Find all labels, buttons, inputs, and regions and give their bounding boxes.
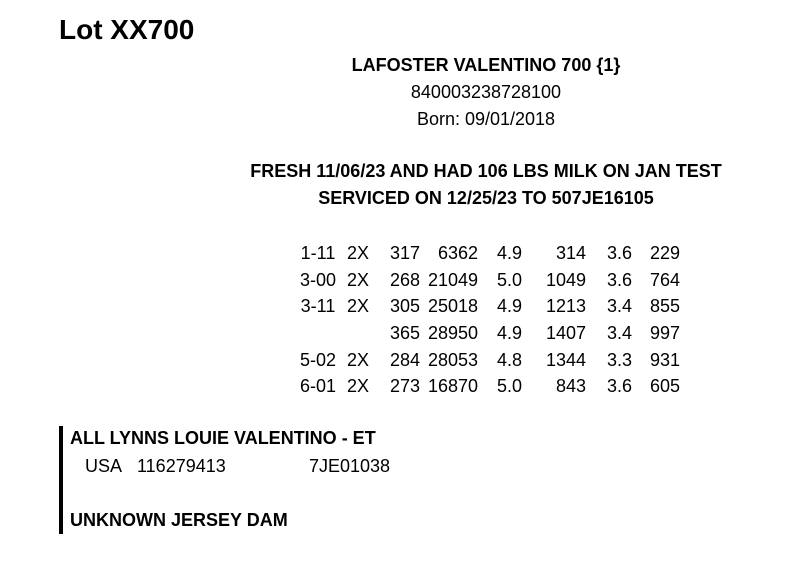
record-pro-pct: 3.4 [606, 296, 632, 317]
record-days: 268 [389, 269, 420, 290]
record-age: 5-02 [299, 349, 337, 370]
service-note: SERVICED ON 12/25/23 TO 507JE16105 [318, 188, 654, 208]
record-days: 305 [389, 296, 420, 317]
animal-header [226, 52, 746, 133]
record-milkings: 2X [346, 376, 370, 397]
animal-birth-date: Born: 09/01/2018 [416, 109, 556, 129]
record-fat-pct: 5.0 [496, 376, 522, 397]
record-milk-lbs: 28053 [427, 349, 478, 370]
record-fat-lbs: 1049 [545, 269, 586, 290]
record-milkings: 2X [346, 269, 370, 290]
record-milk-lbs: 6362 [437, 243, 478, 263]
record-age: 1-11 [300, 243, 336, 263]
record-fat-pct: 5.0 [496, 269, 522, 290]
lot-title: Lot XX700 [59, 14, 195, 45]
record-pro-lbs: 229 [649, 243, 680, 263]
record-fat-pct: 4.9 [496, 323, 522, 344]
record-fat-pct: 4.9 [496, 243, 522, 263]
record-fat-pct: 4.8 [496, 349, 522, 370]
record-days: 273 [389, 376, 420, 397]
record-milkings: 2X [346, 243, 370, 263]
sire-name: ALL LYNNS LOUIE VALENTINO - ET [70, 428, 376, 448]
record-pro-pct: 3.3 [606, 349, 632, 370]
sire-country: USA [85, 456, 123, 476]
record-pro-lbs: 605 [649, 376, 680, 397]
dam-name: UNKNOWN JERSEY DAM [70, 510, 288, 530]
pedigree-block [59, 426, 463, 534]
record-pro-pct: 3.6 [606, 243, 632, 263]
sire-naab-code: 7JE01038 [309, 456, 391, 476]
record-fat-lbs: 314 [555, 243, 586, 263]
record-age: 3-00 [299, 269, 337, 290]
record-fat-lbs: 843 [555, 376, 586, 397]
record-pro-pct: 3.6 [606, 269, 632, 290]
sale-notes [226, 158, 746, 212]
animal-registration-number: 840003238728100 [410, 82, 562, 102]
record-pro-pct: 3.6 [606, 376, 632, 397]
fresh-note: FRESH 11/06/23 AND HAD 106 LBS MILK ON JAN TEST [250, 161, 722, 181]
record-pro-lbs: 764 [649, 269, 680, 290]
record-milk-lbs: 28950 [427, 323, 478, 344]
record-days: 365 [389, 323, 420, 344]
record-pro-pct: 3.4 [606, 323, 632, 344]
animal-name: LAFOSTER VALENTINO 700 {1} [351, 55, 621, 75]
record-milkings: 2X [346, 349, 370, 370]
record-fat-lbs: 1344 [545, 349, 586, 370]
record-milkings: 2X [346, 296, 370, 317]
record-milk-lbs: 25018 [427, 296, 478, 317]
record-fat-pct: 4.9 [496, 296, 522, 317]
sire-registration-number: 116279413 [137, 456, 226, 476]
record-pro-lbs: 855 [649, 296, 680, 317]
record-fat-lbs: 1213 [545, 296, 586, 317]
record-age: 6-01 [299, 376, 337, 397]
record-milk-lbs: 16870 [427, 376, 478, 397]
record-days: 317 [389, 243, 420, 263]
record-fat-lbs: 1407 [545, 323, 586, 344]
record-days: 284 [389, 349, 420, 370]
record-milk-lbs: 21049 [427, 269, 478, 290]
record-age: 3-11 [300, 296, 336, 317]
record-pro-lbs: 931 [649, 349, 680, 370]
record-pro-lbs: 997 [649, 323, 680, 344]
